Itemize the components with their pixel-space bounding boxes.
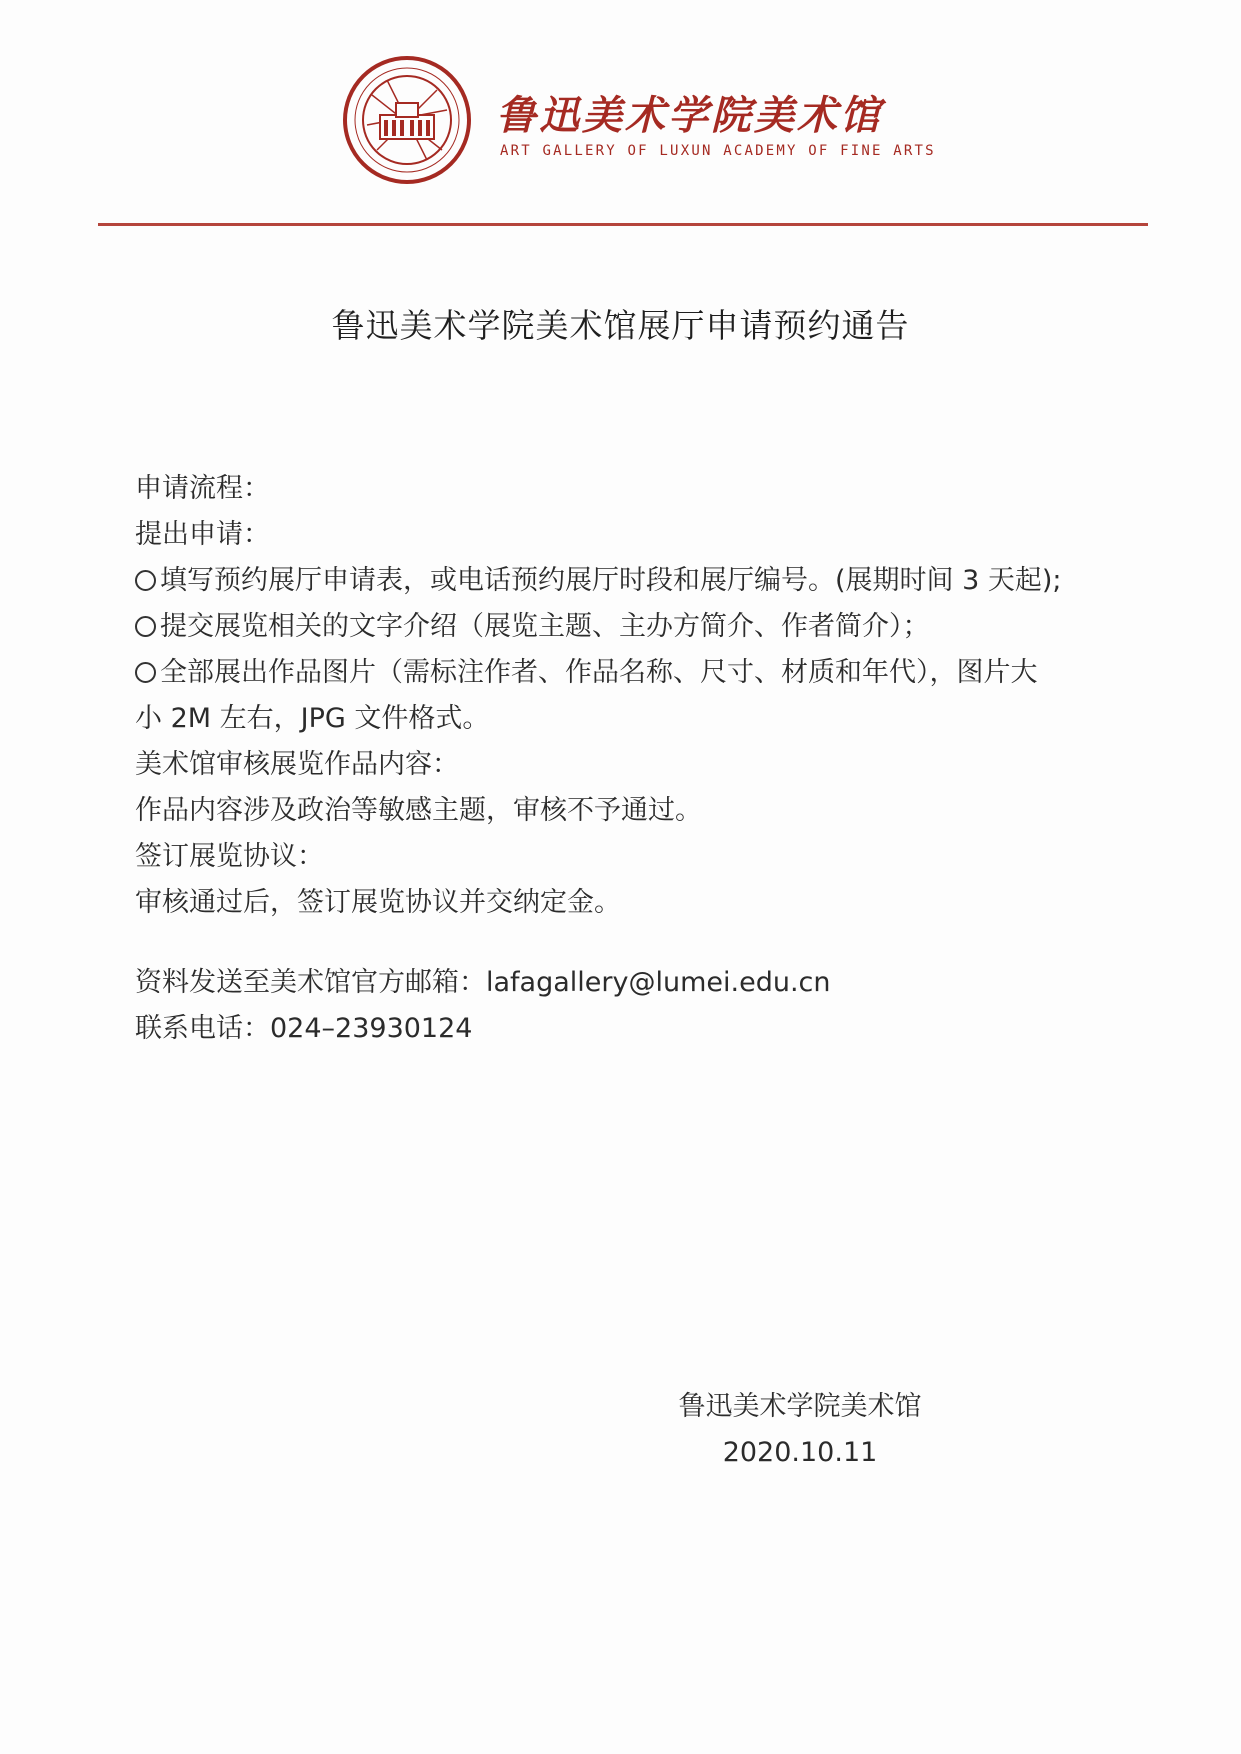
signature-block	[600, 1384, 1000, 1476]
brand-name-en: ART GALLERY OF LUXUN ACADEMY OF FINE ARTS	[500, 143, 936, 159]
contact-email: 资料发送至美术馆官方邮箱：lafagallery@lumei.edu.cn	[135, 967, 831, 998]
list-item: 全部展出作品图片（需标注作者、作品名称、尺寸、材质和年代），图片大	[135, 650, 1115, 696]
section-sign-heading: 签订展览协议：	[135, 841, 324, 872]
notice-title: 鲁迅美术学院美术馆展厅申请预约通告	[331, 306, 910, 345]
list-item-continuation: 小 2M 左右，JPG 文件格式。	[135, 703, 490, 734]
review-text: 作品内容涉及政治等敏感主题，审核不予通过。	[135, 795, 702, 826]
header-divider	[98, 223, 1148, 226]
section-process-heading: 申请流程：	[135, 473, 270, 504]
section-review-heading: 美术馆审核展览作品内容：	[135, 749, 459, 780]
circle-bullet-icon	[135, 570, 156, 591]
gallery-seal-icon	[342, 55, 472, 185]
letterhead	[0, 0, 1241, 230]
sign-text: 审核通过后，签订展览协议并交纳定金。	[135, 887, 621, 918]
circle-bullet-icon	[135, 662, 156, 683]
list-item: 填写预约展厅申请表，或电话预约展厅时段和展厅编号。(展期时间 3 天起);	[135, 558, 1115, 604]
notice-body	[135, 466, 1115, 1052]
section-apply-heading: 提出申请：	[135, 519, 270, 550]
signature-org: 鲁迅美术学院美术馆	[678, 1391, 922, 1422]
signature-date: 2020.10.11	[722, 1437, 878, 1468]
list-item: 提交展览相关的文字介绍（展览主题、主办方简介、作者简介）；	[135, 604, 1115, 650]
contact-phone: 联系电话：024–23930124	[135, 1013, 473, 1044]
circle-bullet-icon	[135, 616, 156, 637]
brand-name-cn: 鲁迅美术学院美术馆	[496, 92, 883, 139]
